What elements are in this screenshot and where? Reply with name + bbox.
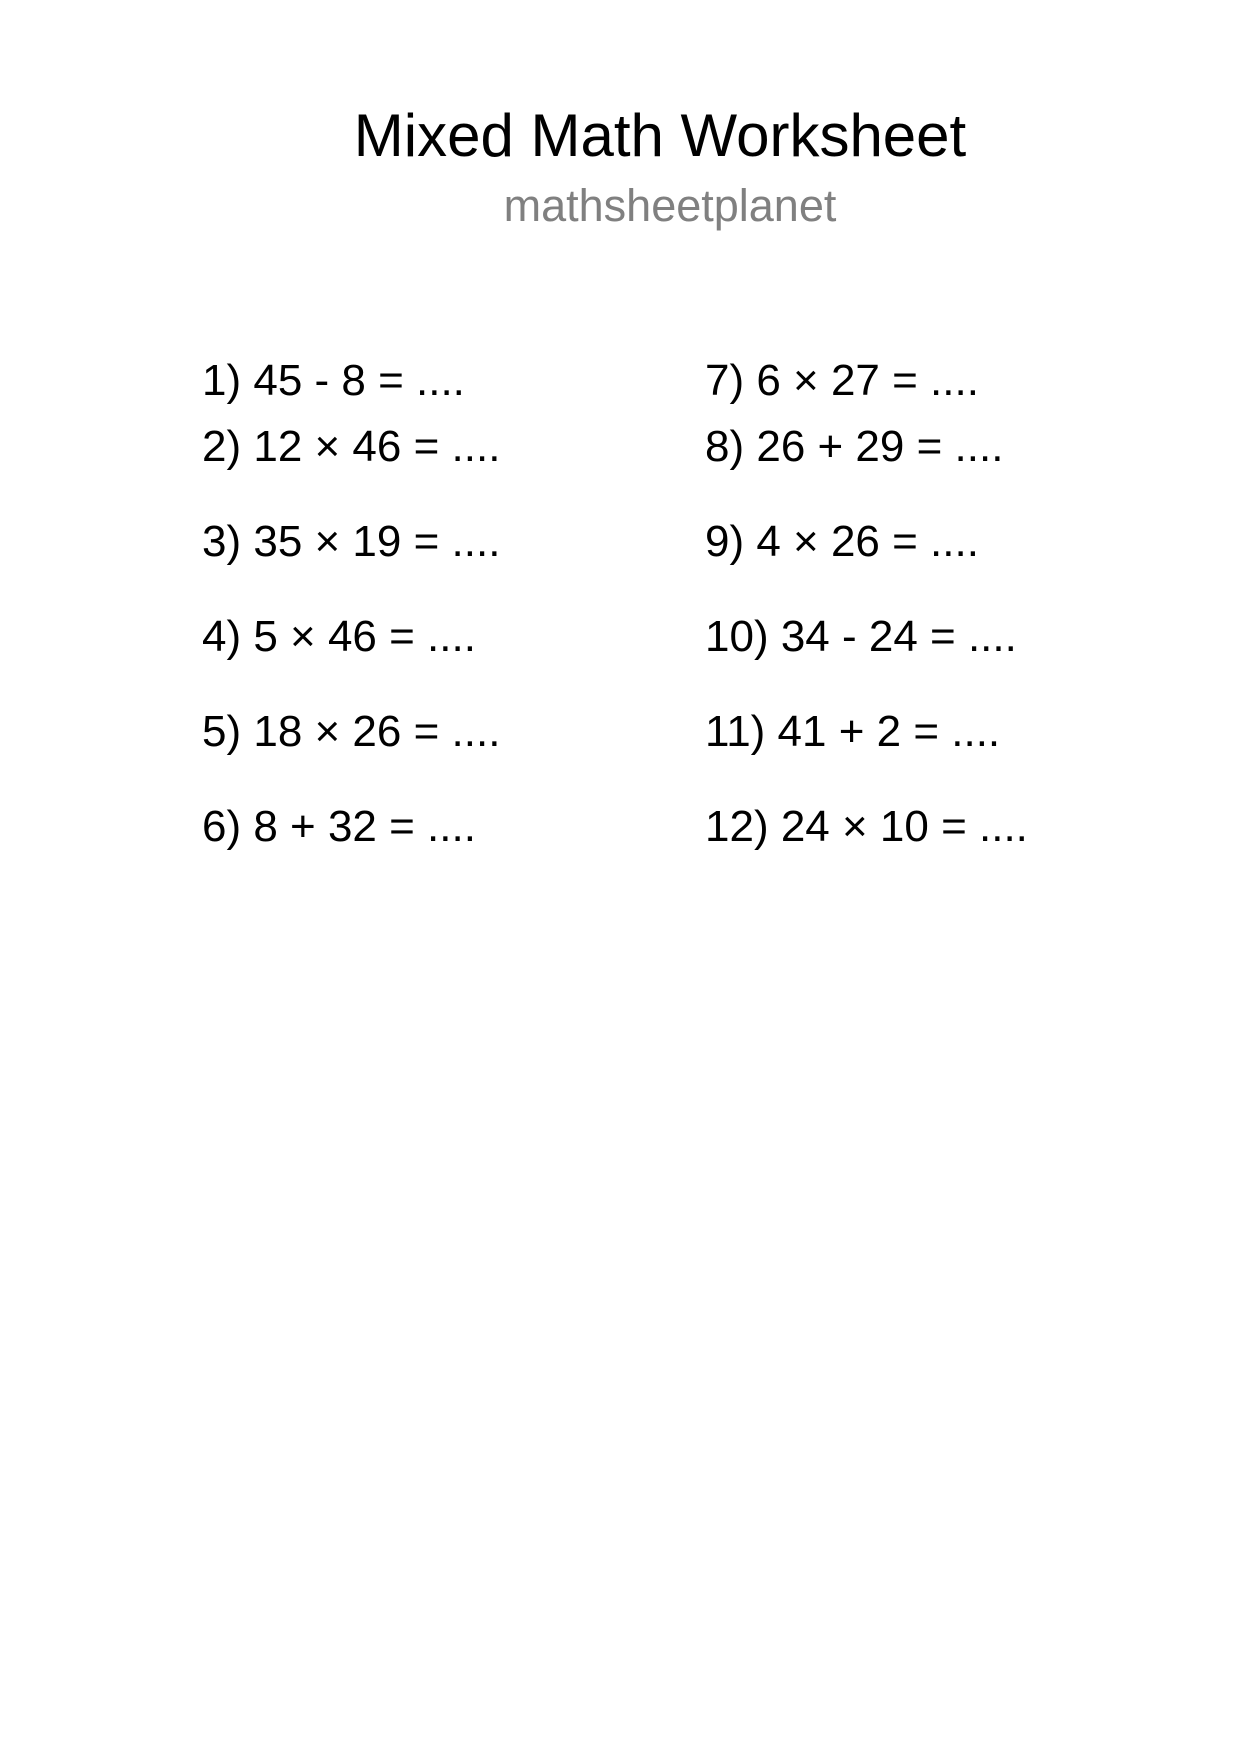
problem-2: 2) 12 × 46 = .... — [202, 422, 501, 471]
problem-column-left — [202, 356, 501, 900]
problem-12: 12) 24 × 10 = .... — [705, 802, 1028, 851]
problem-5: 5) 18 × 26 = .... — [202, 707, 501, 756]
worksheet-title: Mixed Math Worksheet — [353, 102, 967, 169]
problem-8: 8) 26 + 29 = .... — [705, 422, 1004, 471]
problem-7: 7) 6 × 27 = .... — [705, 356, 979, 405]
problem-4: 4) 5 × 46 = .... — [202, 612, 476, 661]
worksheet-source: mathsheetplanet — [503, 180, 837, 231]
problem-10: 10) 34 - 24 = .... — [705, 612, 1017, 661]
problem-column-right — [705, 356, 1028, 900]
problem-9: 9) 4 × 26 = .... — [705, 517, 979, 566]
problem-3: 3) 35 × 19 = .... — [202, 517, 501, 566]
problem-11: 11) 41 + 2 = .... — [705, 707, 1001, 756]
problem-6: 6) 8 + 32 = .... — [202, 802, 476, 851]
problem-1: 1) 45 - 8 = .... — [202, 356, 465, 405]
